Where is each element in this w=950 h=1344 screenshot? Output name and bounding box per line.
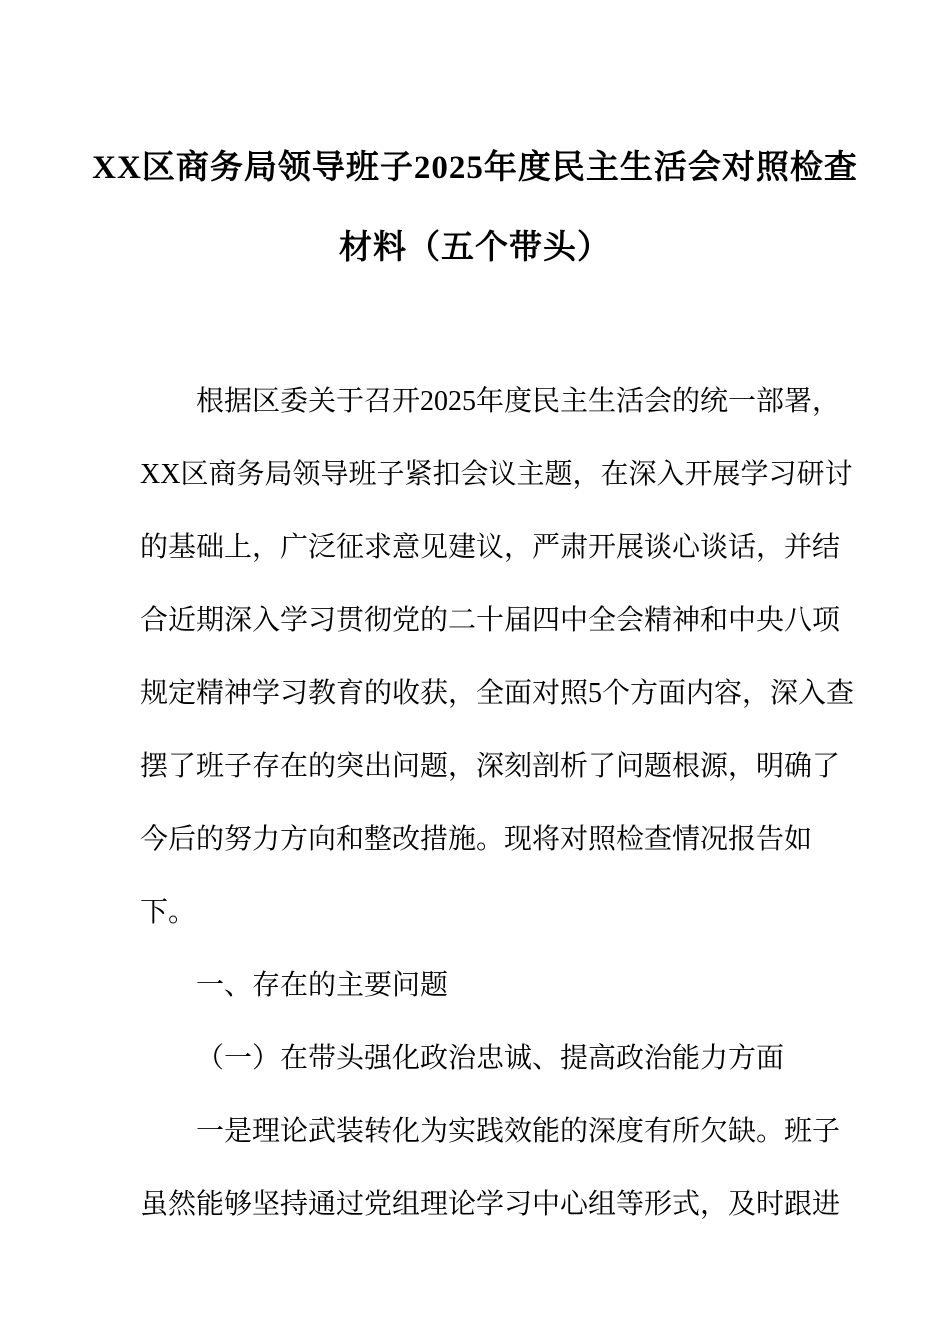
subsection-heading-line: （一）在带头强化政治忠诚、提高政治能力方面 [196,1043,785,1074]
document-title-line-1: XX区商务局领导班子2025年度民主生活会对照检查 [92,150,858,186]
document-line: 摆了班子存在的突出问题，深刻剖析了问题根源，明确了 [140,751,841,782]
document-title-line-2: 材料（五个带头） [339,230,611,266]
document-line: 的基础上，广泛征求意见建议，严肃开展谈心谈话，并结 [140,532,841,563]
paragraph-first-issue [140,1095,841,1241]
document-line: 合近期深入学习贯彻党的二十届四中全会精神和中央八项 [140,605,841,636]
document-line: 根据区委关于召开2025年度民主生活会的统一部署， [196,386,841,417]
document-line: XX区商务局领导班子紧扣会议主题，在深入开展学习研讨 [140,459,853,490]
document-line: 下。 [140,897,197,928]
document-line: 今后的努力方向和整改措施。现将对照检查情况报告如 [140,824,813,855]
document-line: 规定精神学习教育的收获，全面对照5个方面内容，深入查 [140,678,855,709]
section-heading-line: 一、存在的主要问题 [196,970,449,1001]
paragraph-intro [140,365,855,949]
subsection-heading-political-loyalty [140,1022,817,1095]
document-line: 虽然能够坚持通过党组理论学习中心组等形式，及时跟进 [140,1189,841,1220]
section-heading-main-problems [140,949,817,1022]
document-body [0,365,950,1241]
document-title [0,0,950,288]
document-line: 一是理论武装转化为实践效能的深度有所欠缺。班子 [196,1116,841,1147]
